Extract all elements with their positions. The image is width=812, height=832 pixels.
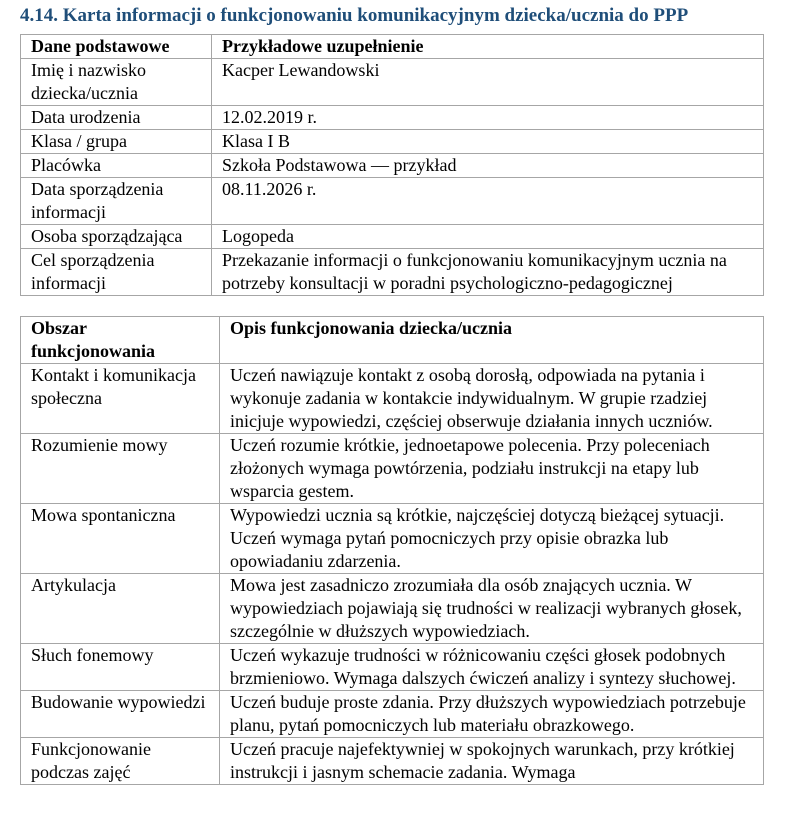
table-row [21,434,764,504]
area-label: Słuch fonemowy [21,644,220,691]
row-label: Data sporządzenia informacji [21,178,212,225]
table-row [21,59,764,106]
row-value: Logopeda [212,225,764,249]
row-value: Szkoła Podstawowa — przykład [212,154,764,178]
area-label: Mowa spontaniczna [21,504,220,574]
table-row [21,154,764,178]
table-row [21,574,764,644]
area-label: Rozumienie mowy [21,434,220,504]
table-row [21,130,764,154]
area-label: Artykulacja [21,574,220,644]
row-value: Kacper Lewandowski [212,59,764,106]
area-description: Mowa jest zasadniczo zrozumiała dla osób znających ucznia. W wypowiedziach pojawiają się trudności w realizacji wybranych głosek, szczególnie w dłuższych wypowiedziach. [220,574,764,644]
functioning-table [20,316,764,785]
area-label: Funkcjonowanie podczas zajęć [21,738,220,785]
column-header: Obszar funkcjonowania [21,317,220,364]
column-header: Przykładowe uzupełnienie [212,35,764,59]
basic-data-table [20,34,764,296]
row-value: Przekazanie informacji o funkcjonowaniu komunikacyjnym ucznia na potrzeby konsultacji w poradni psychologiczno-pedagogicznej [212,249,764,296]
table-row [21,249,764,296]
table-row [21,644,764,691]
row-label: Klasa / grupa [21,130,212,154]
table-row [21,504,764,574]
table-row [21,738,764,785]
table-row [21,364,764,434]
table-header-row [21,317,764,364]
table-row [21,225,764,249]
area-description: Uczeń wykazuje trudności w różnicowaniu części głosek podobnych brzmieniowo. Wymaga dalszych ćwiczeń analizy i syntezy słuchowej. [220,644,764,691]
row-label: Osoba sporządzająca [21,225,212,249]
area-description: Uczeń rozumie krótkie, jednoetapowe polecenia. Przy poleceniach złożonych wymaga powtórzenia, podziału instrukcji na etapy lub wsparcia gestem. [220,434,764,504]
area-description: Uczeń pracuje najefektywniej w spokojnych warunkach, przy krótkiej instrukcji i jasnym schemacie zadania. Wymaga [220,738,764,785]
area-label: Kontakt i komunikacja społeczna [21,364,220,434]
area-description: Uczeń buduje proste zdania. Przy dłuższych wypowiedziach potrzebuje planu, pytań pomocniczych lub materiału obrazkowego. [220,691,764,738]
table-row [21,106,764,130]
row-label: Data urodzenia [21,106,212,130]
row-value: Klasa I B [212,130,764,154]
area-description: Uczeń nawiązuje kontakt z osobą dorosłą, odpowiada na pytania i wykonuje zadania w kontakcie indywidualnym. W grupie rzadziej inicjuje wypowiedzi, częściej obserwuje działania innych uczniów. [220,364,764,434]
area-description: Wypowiedzi ucznia są krótkie, najczęściej dotyczą bieżącej sytuacji. Uczeń wymaga pytań pomocniczych przy opisie obrazka lub opowiadaniu zdarzenia. [220,504,764,574]
column-header: Opis funkcjonowania dziecka/ucznia [220,317,764,364]
row-label: Placówka [21,154,212,178]
table-row [21,178,764,225]
row-label: Cel sporządzenia informacji [21,249,212,296]
area-label: Budowanie wypowiedzi [21,691,220,738]
row-value: 08.11.2026 r. [212,178,764,225]
page-title: 4.14. Karta informacji o funkcjonowaniu komunikacyjnym dziecka/ucznia do PPP [20,5,689,26]
column-header: Dane podstawowe [21,35,212,59]
table-row [21,691,764,738]
table-header-row [21,35,764,59]
row-label: Imię i nazwisko dziecka/ucznia [21,59,212,106]
row-value: 12.02.2019 r. [212,106,764,130]
